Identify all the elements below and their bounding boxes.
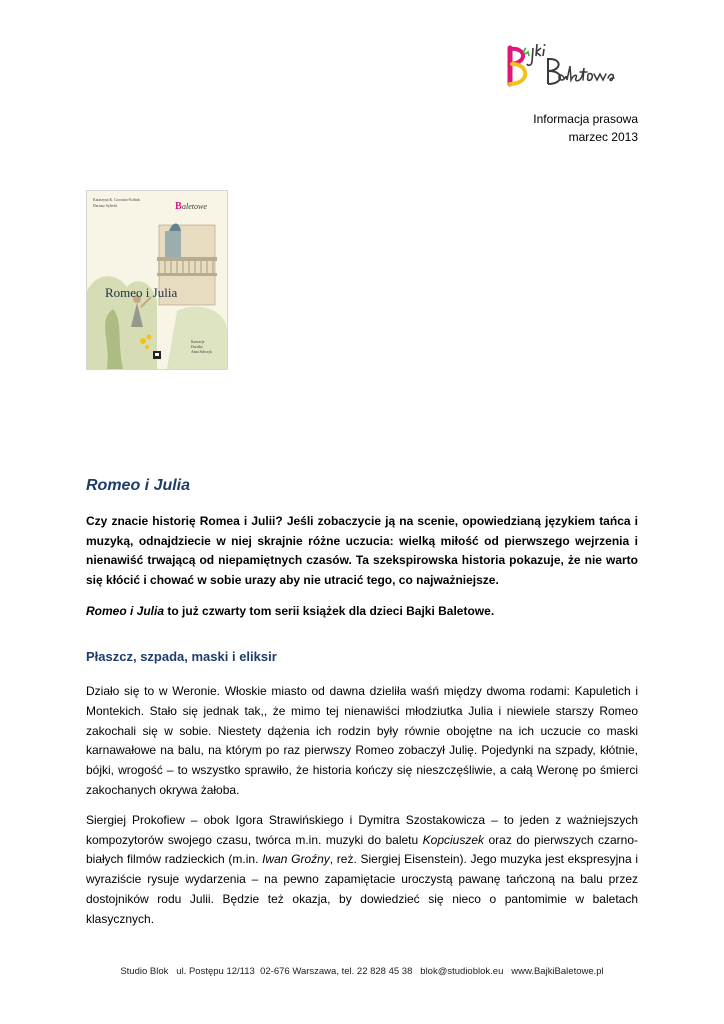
- cover-authors-1: Katarzyna K. Gowsino-Kołtuk: [93, 198, 140, 202]
- series-info-text: to już czwarty tom serii książek dla dzieci Bajki Baletowe.: [164, 604, 495, 619]
- footer-contact: Studio Blok ul. Postępu 12/113 02-676 Warszawa, tel. 22 828 45 38 blok@studioblok.eu www.BajkiBaletowe.pl: [120, 966, 604, 977]
- paragraph2-part1: Siergiej Prokofiew – obok Igora Strawińskiego i Dymitra Szostakowicza – to jeden z ważniejszych kompozytorów swojego czasu, twórca m.in. muzyki do baletu: [86, 812, 638, 847]
- book-cover-image: [86, 190, 228, 370]
- series-info: [86, 602, 638, 622]
- cover-illustrator-2: Dorothy: [191, 345, 203, 349]
- cover-title: Romeo i Julia: [105, 285, 178, 300]
- paragraph2-part2: oraz do pierwszych czarno-białych filmów radzieckich (m.in.: [86, 832, 639, 867]
- main-content: [86, 476, 638, 940]
- cover-illustrator-3: Anna Sobczyk: [191, 350, 213, 354]
- series-book-title: Romeo i Julia: [86, 604, 165, 619]
- paragraph2-italic-iwan: Iwan Groźny: [262, 852, 330, 867]
- cover-authors-2: Dariusz Sylecki: [93, 204, 118, 208]
- body-paragraph-1: Działo się to w Weronie. Włoskie miasto od dawna dzieliła waśń między dwoma rodami: Kapuletich i Montekich. Stało się jednak tak,, że mimo tej nienawiści młodziutka Julia i niewiele starszy Romeo zakochali się w sobie. Niestety dążenia ich rodzin były równie obojętne na ich uczucie co maski karnawałowe na balu, na którym po raz pierwszy Romeo zobaczył Julię. Pojedynki na szpady, kłótnie, bójki, wrogość – to wszystko sprawiło, że historia kończy się nieszczęśliwie, a całą Weronę po śmierci zakochanych okrywa żałoba.: [86, 683, 638, 797]
- svg-text:aletowe: aletowe: [182, 202, 207, 211]
- press-info-date: marzec 2013: [568, 130, 638, 144]
- cover-illustrator-1: Ilustracje: [191, 340, 205, 344]
- section-heading: Płaszcz, szpada, maski i eliksir: [86, 648, 277, 664]
- svg-text:B: B: [175, 201, 182, 212]
- press-info-type: Informacja prasowa: [533, 112, 638, 126]
- intro-paragraph: Czy znacie historię Romea i Julii? Jeśli zobaczycie ją na scenie, opowiedzianą językiem tańca i muzyką, odnajdziecie w niej skrajnie różne uczucia: wielką miłość od pierwszego wejrzenia i nienawiść trwającą od niepamiętnych czasów. Ta szekspirowska historia pokazuje, że nie warto się kłócić i chować w sobie urazy aby nie utracić tego, co najważniejsze.: [86, 514, 638, 587]
- press-info: [533, 110, 638, 146]
- logo-graphic: [496, 40, 646, 100]
- paragraph2-part3: , reż. Siergiej Eisenstein). Jego muzyka jest ekspresyjna i wyraziście rysuje wydarzenia – na pewno zapamiętacie uroczystą pawanę tańczoną na balu przez dostojników rodu Julii. Będzie też okazja, by dowiedzieć się nieco o pantomimie w baletach klasycznych.: [86, 852, 638, 926]
- bajki-baletowe-logo: [496, 40, 646, 100]
- body-paragraph-2: [86, 811, 638, 930]
- document-title: Romeo i Julia: [86, 477, 191, 494]
- book-cover-illustration: [87, 191, 227, 369]
- paragraph2-italic-kopciuszek: Kopciuszek: [422, 832, 485, 847]
